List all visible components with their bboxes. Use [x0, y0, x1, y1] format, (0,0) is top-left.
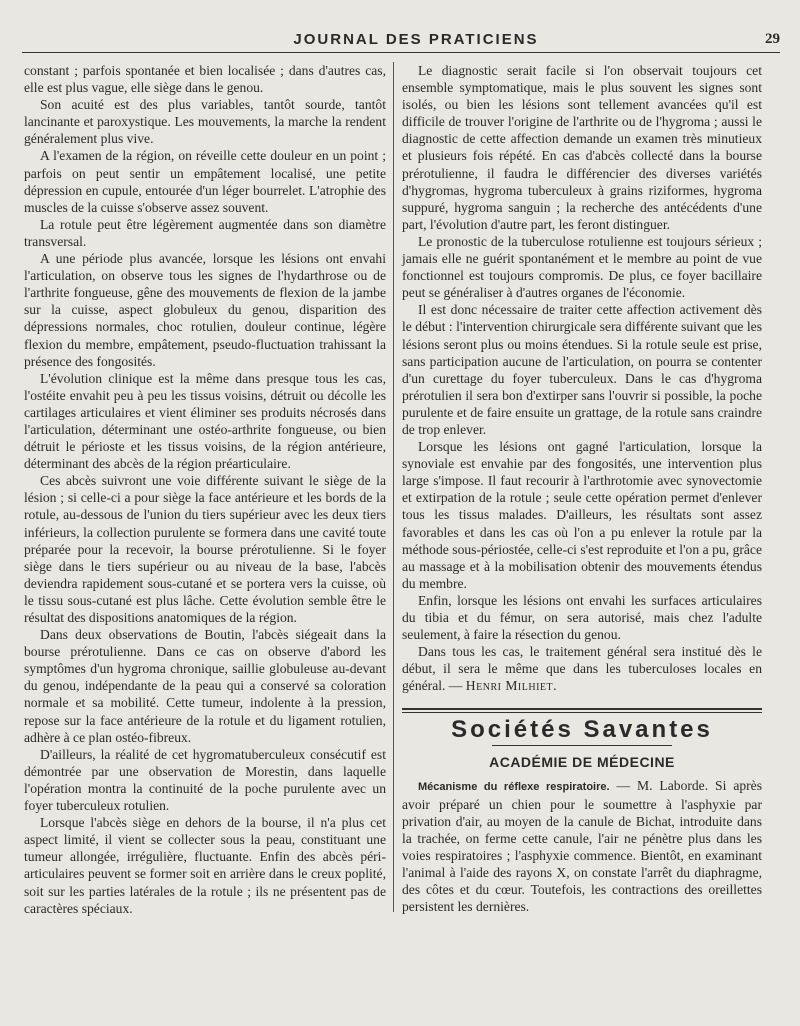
paragraph: A l'examen de la région, on réveille cette douleur en un point ; parfois on peut sentir un empâtement localisé, une petite dépression en cupule, entourée d'un léger bourrelet. L'atrophie des muscles de la cuisse s'observe assez souvent.	[24, 148, 386, 215]
paragraph: L'évolution clinique est la même dans presque tous les cas, l'ostéite envahit peu à peu les tissus voisins, détruit ou décolle les cartilages articulaires et vient éliminer ses produits nécrosés dans l'articulation, déterminant une ostéo-arthrite fongueuse, ou bien détruit le périoste et les tissus voisins, de la région antérieure, déterminant des abcès de la région préarticulaire.	[24, 370, 386, 472]
subsection-title: ACADÉMIE DE MÉDECINE	[489, 753, 675, 770]
right-column	[402, 62, 762, 915]
left-column	[24, 62, 386, 917]
article-text: — M. Laborde. Si après avoir préparé un chien pour le soumettre à l'asphyxie par privation d'air, au moyen de la canule de Bichat, introduite dans la trachée, on ferme cette canule, l'air ne pénètre plus dans les voies respiratoires ; l'asphyxie commence. Bientôt, en examinant l'animal à l'aide des rayons X, on constate l'arrêt du diaphragme, des côtes et du cœur. Toutefois, les contractions des oreillettes persistent les dernières.	[402, 777, 762, 915]
author-signature: Henri Milhiet.	[465, 678, 558, 694]
section-title: Sociétés Savantes	[451, 716, 713, 744]
paragraph: constant ; parfois spontanée et bien localisée ; dans d'autres cas, elle est plus vague, elle siège dans le genou.	[24, 63, 386, 96]
paragraph: A une période plus avancée, lorsque les lésions ont envahi l'articulation, on observe tous les signes de l'hydarthrose ou de l'arthrite fongueuse, gêne des mouvements de flexion de la jambe sur la cuisse, aspect globuleux du genou, disparition des dépressions normales, choc rotulien, douleur continue, légère flexion du membre, empâtement, pseudo-fluctuation trahissant la présence des fongosités.	[24, 251, 386, 369]
runin-title: Mécanisme du réflexe respiratoire.	[418, 780, 610, 793]
paragraph: Enfin, lorsque les lésions ont envahi les surfaces articulaires du tibia et du fémur, on sera autorisé, mais chez l'adulte seulement, à faire la résection du genou.	[402, 592, 762, 643]
paragraph-text: Dans tous les cas, le traitement général sera institué dès le début, il sera le même que dans les tuberculoses locales en général. —	[402, 644, 762, 694]
paragraph: Lorsque l'abcès siège en dehors de la bourse, il n'a plus cet aspect limité, il vient se collecter sous la peau, constituant une tumeur allongée, irrégulière, fluctuante. Enfin des abcès péri-articulaires peuvent se former soit en arrière dans le creux poplité, soit sur les parties latérales de la rotule ; ils ne présentent pas de caractères spéciaux.	[24, 815, 386, 916]
paragraph: Lorsque les lésions ont gagné l'articulation, lorsque la synoviale est envahie par des fongosités, une intervention plus large s'impose. Il faut recourir à l'arthrotomie avec synovectomie et extirpation de la rotule ; seule cette opération permet d'enlever tous les tissus malades. D'ailleurs, les résultats sont assez favorables et dans les cas où l'on a pu enlever la rotule par la méthode sous-périostée, celle-ci s'est reproduite et l'on a pu, grâce au massage et à la mobilisation obtenir des mouvements étendus du membre.	[402, 439, 762, 591]
section-rule	[402, 708, 762, 713]
paragraph: Son acuité est des plus variables, tantôt sourde, tantôt lancinante et paroxystique. Les mouvements, la marche la rendent généralement plus vive.	[24, 97, 386, 147]
article-paragraph	[402, 777, 762, 916]
paragraph: Dans deux observations de Boutin, l'abcès siégeait dans la bourse prérotulienne. Dans ce cas on observe d'abord les symptômes d'un hygroma chronique, saillie globuleuse au-devant du genou, indépendante de la peau qui a conservé sa coloration normale et sa mobilité. Cette tumeur, indolente à la pression, repose sur la face antérieure de la rotule et du ligament rotulien, adhère à ce plan ostéo-fibreux.	[24, 627, 386, 745]
page-header	[22, 28, 780, 53]
paragraph: Il est donc nécessaire de traiter cette affection activement dès le début : l'intervention chirurgicale sera différente suivant que les lésions seront plus ou moins étendues. Si la rotule seule est prise, sans participation aucune de l'articulation, on pourra se contenter d'un curettage du foyer tuberculeux. Dans le cas d'hygroma prérotulien il sera bon d'extirper sans l'ouvrir si possible, la poche purulente et de faire ensuite un grattage, de la rotule sans craindre de trop enlever.	[402, 302, 762, 437]
page-number: 29	[765, 31, 780, 47]
paragraph-with-signature	[402, 643, 762, 694]
paragraph: Ces abcès suivront une voie différente suivant le siège de la lésion ; si celle-ci a pour siège la face antérieure et les bords de la rotule, au-dessous de l'union du tiers supérieur avec les deux tiers inférieurs, la collection purulente se formera dans une cavité toute préparée pour la recevoir, la bourse prérotulienne. Si le foyer siège dans le tiers supérieur ou au niveau de la base, l'abcès deviendra rapidement sous-cutané et se portera vers la cuisse, où le tissu sous-cutané est plus lâche. Cette évolution semble être le résultat des dispositions anatomiques de la région.	[24, 473, 386, 625]
running-title: JOURNAL DES PRATICIENS	[293, 31, 539, 48]
column-divider	[393, 62, 394, 912]
paragraph: La rotule peut être légèrement augmentée dans son diamètre transversal.	[24, 216, 386, 249]
paragraph: Le pronostic de la tuberculose rotulienne est toujours sérieux ; jamais elle ne guérit spontanément et le membre au point de vue fonctionnel est toujours compromis. De plus, ce foyer bacillaire peut se généraliser à d'autres organes de l'économie.	[402, 233, 762, 301]
paragraph: Le diagnostic serait facile si l'on observait toujours cet ensemble symptomatique, mais le plus souvent les signes sont isolés, ou bien les lésions sont tellement avancées qu'il est difficile de trouver l'origine de l'arthrite ou de l'hygroma ; aussi le diagnostic de cette affection demande un examen très minutieux et plusieurs fois répété. En cas d'abcès collecté dans la bourse prérotulienne, il faudra le différencier des diverses variétés d'hygromas, hygroma tuberculeux à grains riziformes, hygroma suppuré, hygroma sanguin ; la recherche des antécédents d'une part, l'évolution d'autre part, les feront distinguer.	[402, 63, 762, 232]
short-rule	[492, 745, 672, 746]
paragraph: D'ailleurs, la réalité de cet hygromatuberculeux consécutif est démontrée par une observation de Morestin, dans laquelle l'opération montra la continuité de la poche purulente avec un foyer tuberculeux rotulien.	[24, 746, 386, 814]
